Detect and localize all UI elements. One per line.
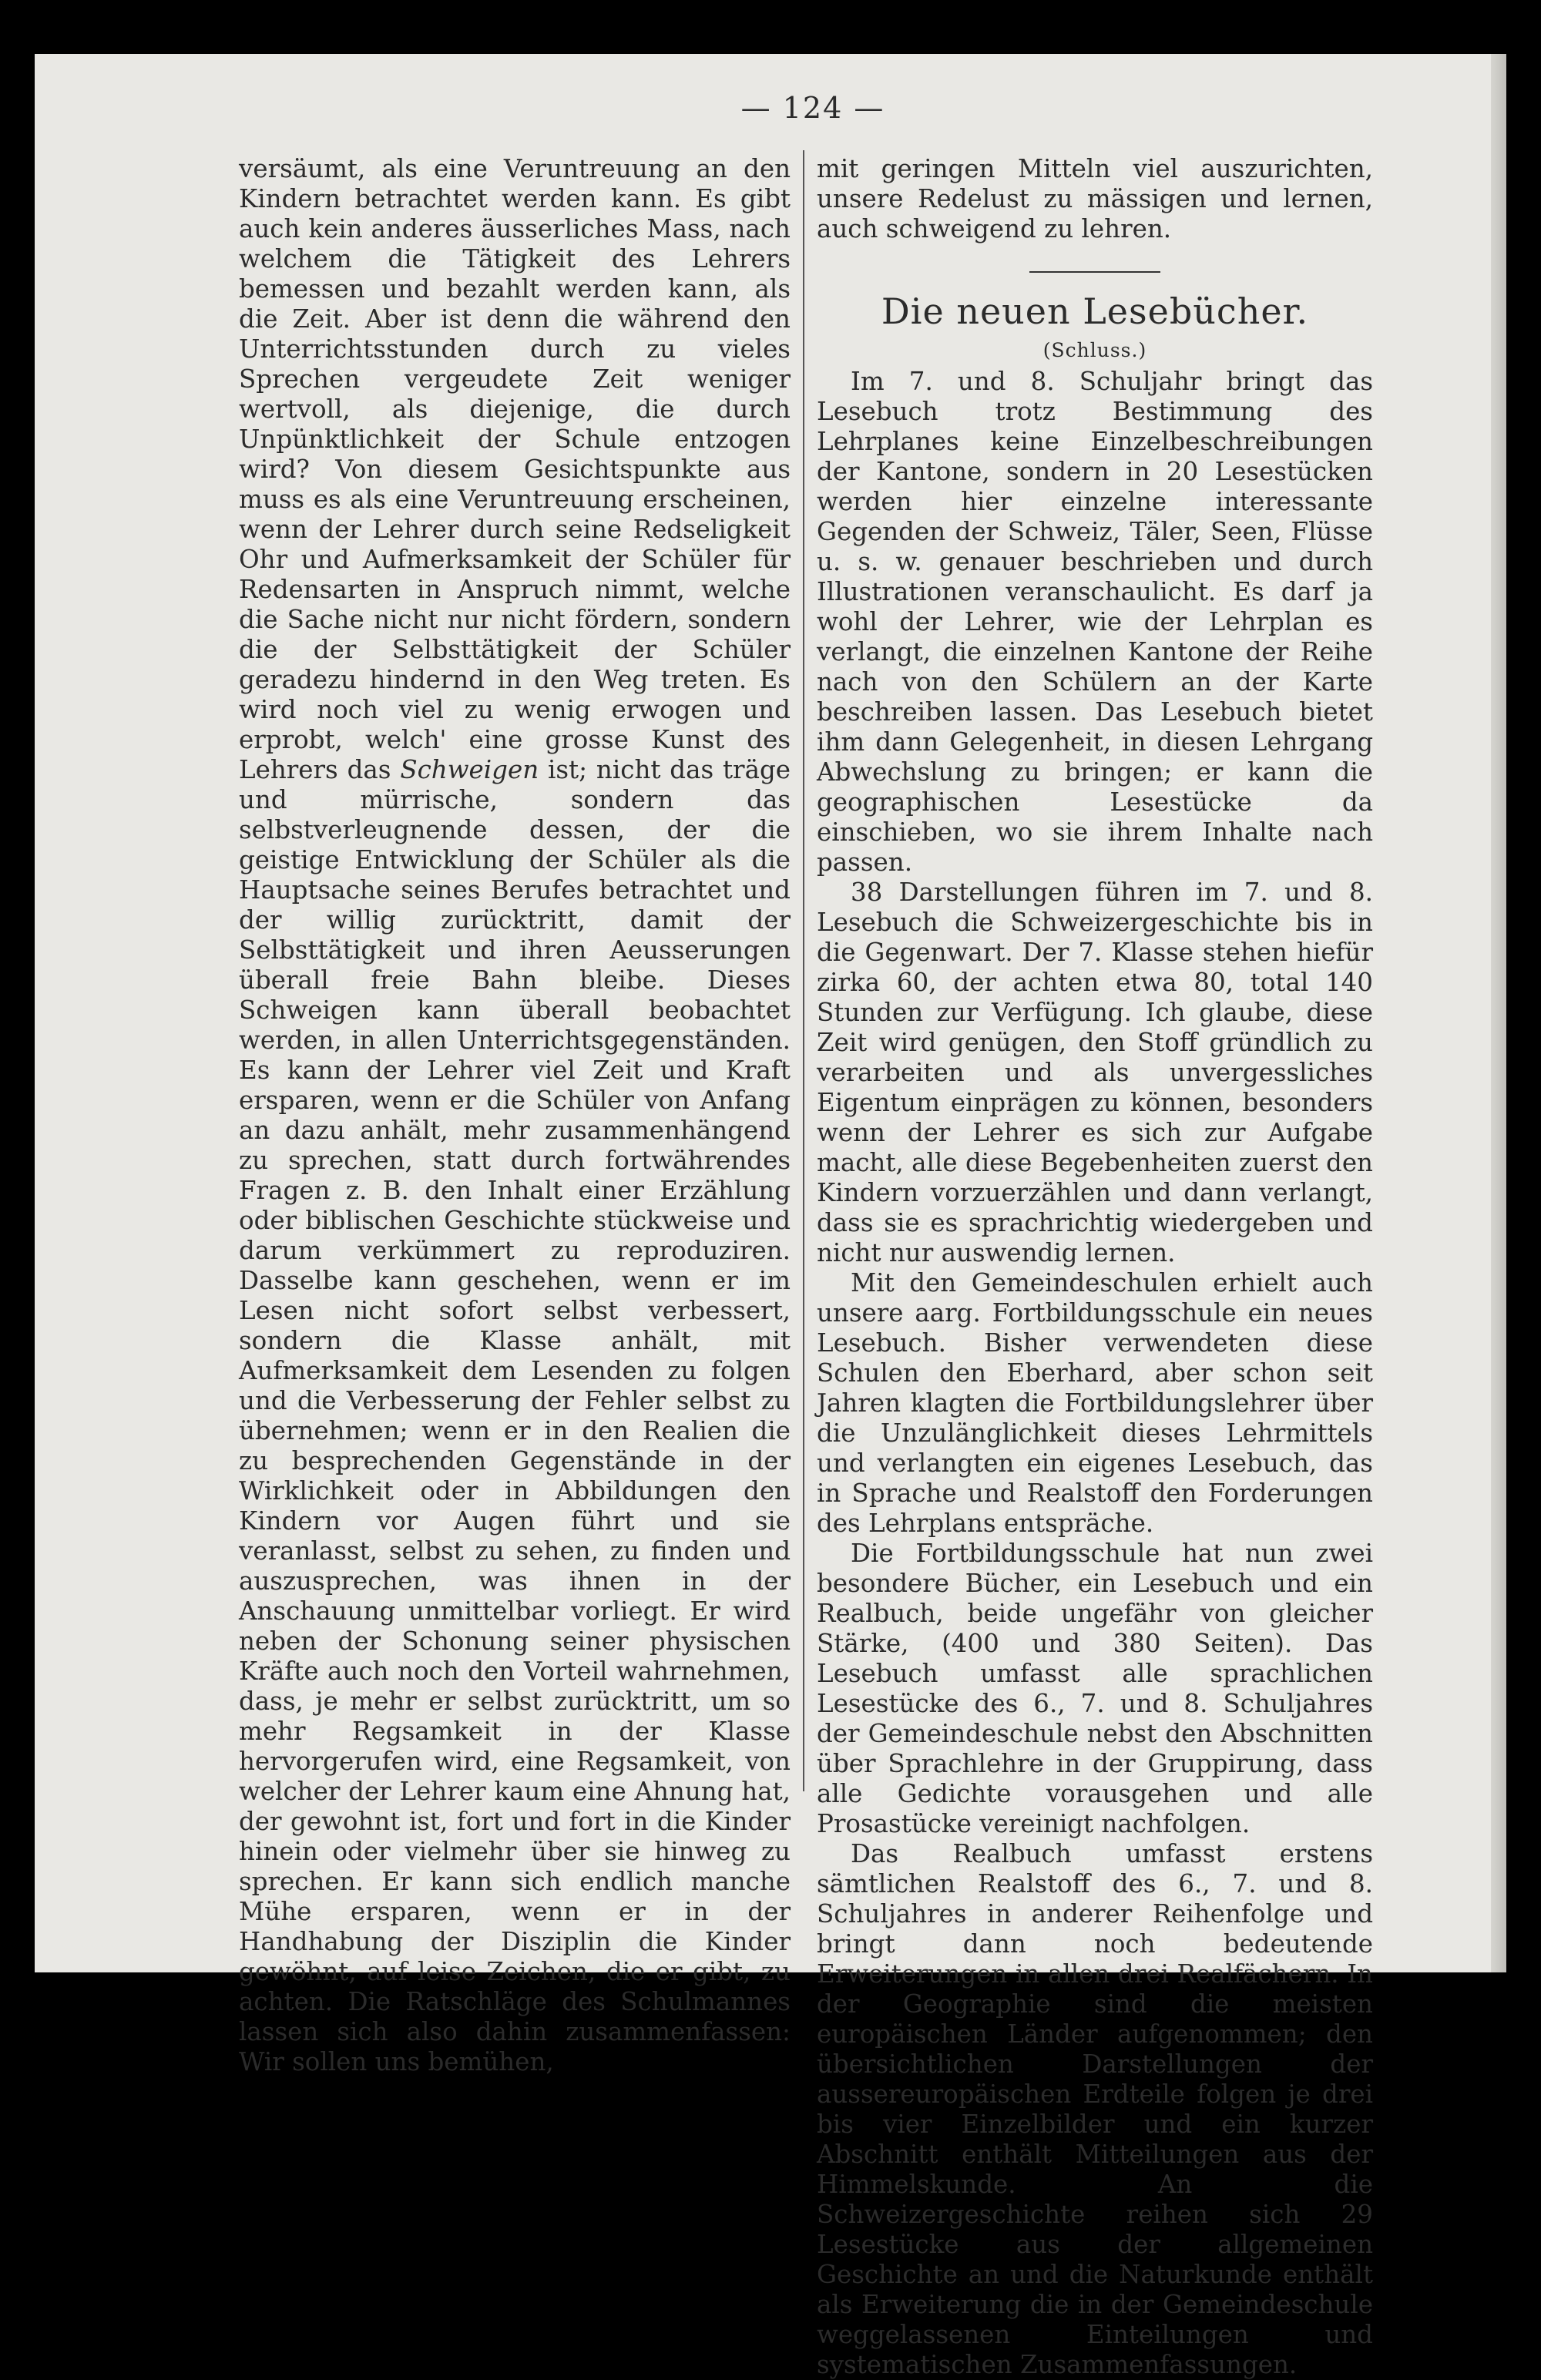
article-paragraph: 38 Darstellungen führen im 7. und 8. Lesebuch die Schweizergeschichte bis in die Gegenwart. Der 7. Klasse stehen hiefür zirka 60, der achten etwa 80, total 140 Stunden zur Verfügung. Ich glaube, diese Zeit wird genügen, den Stoff gründlich zu verarbeiten und als unvergessliches Eigentum einprägen zu können, besonders wenn der Lehrer es sich zur Aufgabe macht, alle diese Begebenheiten zuerst den Kindern vorzuerzählen und dann verlangt, dass sie es sprachrichtig wiedergeben und nicht nur auswendig lernen. [817, 878, 1373, 1267]
article-subtitle: (Schluss.) [1042, 339, 1147, 361]
article-paragraph: Mit den Gemeindeschulen erhielt auch unsere aarg. Fortbildungsschule ein neues Lesebuch. Bisher verwendeten diese Schulen den Eberhard, aber schon seit Jahren klagten die Fortbildungslehrer über die Unzulänglichkeit dieses Lehrmittels und verlangten ein eigenes Lesebuch, das in Sprache und Realstoff den Forderungen des Lehrplans entspräche. [817, 1268, 1373, 1538]
right-column [817, 154, 1373, 2379]
article-paragraph: Im 7. und 8. Schuljahr bringt das Lesebuch trotz Bestimmung des Lehrplanes keine Einzelbeschreibungen der Kantone, sondern in 20 Lesestücken werden hier einzelne interessante Gegenden der Schweiz, Täler, Seen, Flüsse u. s. w. genauer beschrieben und durch Illustrationen veranschaulicht. Es darf ja wohl der Lehrer, wie der Lehrplan es verlangt, die einzelnen Kantone der Reihe nach von den Schülern an der Karte beschreiben lassen. Das Lesebuch bietet ihm dann Gelegenheit, in diesen Lehrgang Abwechslung zu bringen; er kann die geographischen Lesestücke da einschieben, wo sie ihrem Inhalte nach passen. [817, 367, 1373, 877]
left-column [239, 154, 791, 2076]
article-title: Die neuen Lesebücher. [881, 290, 1309, 332]
article-paragraph: Das Realbuch umfasst erstens sämtlichen Realstoff des 6., 7. und 8. Schuljahres in anderer Reihenfolge und bringt dann noch bedeutende Erweiterungen in allen drei Realfächern. In der Geographie sind die meisten europäischen Länder aufgenommen; den übersichtlichen Darstellungen der aussereuropäischen Erdteile folgen je drei bis vier Einzelbilder und ein kurzer Abschnitt enthält Mitteilungen aus der Himmelskunde. An die Schweizergeschichte reihen sich 29 Lesestücke aus der allgemeinen Geschichte an und die Naturkunde enthält als Erweiterung die in der Gemeindeschule weggelassenen Einteilungen und systematischen Zusammenfassungen. [817, 1839, 1373, 2379]
left-text-part1: versäumt, als eine Veruntreuung an den Kindern betrachtet werden kann. Es gibt auch kein anderes äusserliches Mass, nach welchem die Tätigkeit des Lehrers bemessen und bezahlt werden kann, als die Zeit. Aber ist denn die während den Unterrichtsstunden durch zu vieles Sprechen vergeudete Zeit weniger wertvoll, als diejenige, die durch Unpünktlichkeit der Schule entzogen wird? Von diesem Gesichtspunkte aus muss es als eine Veruntreuung erscheinen, wenn der Lehrer durch seine Redseligkeit Ohr und Aufmerksamkeit der Schüler für Redensarten in Anspruch nimmt, welche die Sache nicht nur nicht fördern, sondern die der Selbsttätigkeit der Schüler geradezu hindernd in den Weg treten. Es wird noch viel zu wenig erwogen und erprobt, welch' eine grosse Kunst des Lehrers das [239, 154, 791, 784]
continuation-paragraph: mit geringen Mitteln viel auszurichten, unsere Redelust zu mässigen und lernen, auch schweigend zu lehren. [817, 154, 1373, 243]
page-edge [1491, 54, 1506, 1972]
section-rule [1029, 271, 1160, 273]
article-paragraph: Die Fortbildungsschule hat nun zwei besondere Bücher, ein Lesebuch und ein Realbuch, beide ungefähr von gleicher Stärke, (400 und 380 Seiten). Das Lesebuch umfasst alle sprachlichen Lesestücke des 6., 7. und 8. Schuljahres der Gemeindeschule nebst den Abschnitten über Sprachlehre in der Gruppirung, dass alle Gedichte vorausgehen und alle Prosastücke vereinigt nachfolgen. [817, 1539, 1373, 1838]
emphasized-word: Schweigen [400, 755, 539, 784]
left-paragraph [239, 154, 791, 2077]
column-divider [803, 150, 804, 1791]
page-number: — 124 — [740, 91, 885, 125]
left-text-part2: ist; nicht das träge und mürrische, sondern das selbstverleugnende dessen, der die geistige Entwicklung der Schüler als die Hauptsache seines Berufes betrachtet und der willig zurücktritt, damit der Selbsttätigkeit und ihren Aeusserungen überall freie Bahn bleibe. Dieses Schweigen kann überall beobachtet werden, in allen Unterrichtsgegenständen. Es kann der Lehrer viel Zeit und Kraft ersparen, wenn er die Schüler von Anfang an dazu anhält, mehr zusammenhängend zu sprechen, statt durch fortwährendes Fragen z. B. den Inhalt einer Erzählung oder biblischen Geschichte stückweise und darum verkümmert zu reproduziren. Dasselbe kann geschehen, wenn er im Lesen nicht sofort selbst verbessert, sondern die Klasse anhält, mit Aufmerksamkeit dem Lesenden zu folgen und die Verbesserung der Fehler selbst zu übernehmen; wenn er in den Realien die zu besprechenden Gegenstände in der Wirklichkeit oder in Abbildungen den Kindern vor Augen führt und sie veranlasst, selbst zu sehen, zu finden und auszusprechen, was ihnen in der Anschauung unmittelbar vorliegt. Er wird neben der Schonung seiner physischen Kräfte auch noch den Vorteil wahrnehmen, dass, je mehr er selbst zurücktritt, um so mehr Regsamkeit in der Klasse hervorgerufen wird, eine Regsamkeit, von welcher der Lehrer kaum eine Ahnung hat, der gewohnt ist, fort und fort in die Kinder hinein oder vielmehr über sie hinweg zu sprechen. Er kann sich endlich manche Mühe ersparen, wenn er in der Handhabung der Disziplin die Kinder gewöhnt, auf leise Zeichen, die er gibt, zu achten. Die Ratschläge des Schulmannes lassen sich also dahin zusammenfassen: Wir sollen uns bemühen, [239, 755, 791, 2076]
